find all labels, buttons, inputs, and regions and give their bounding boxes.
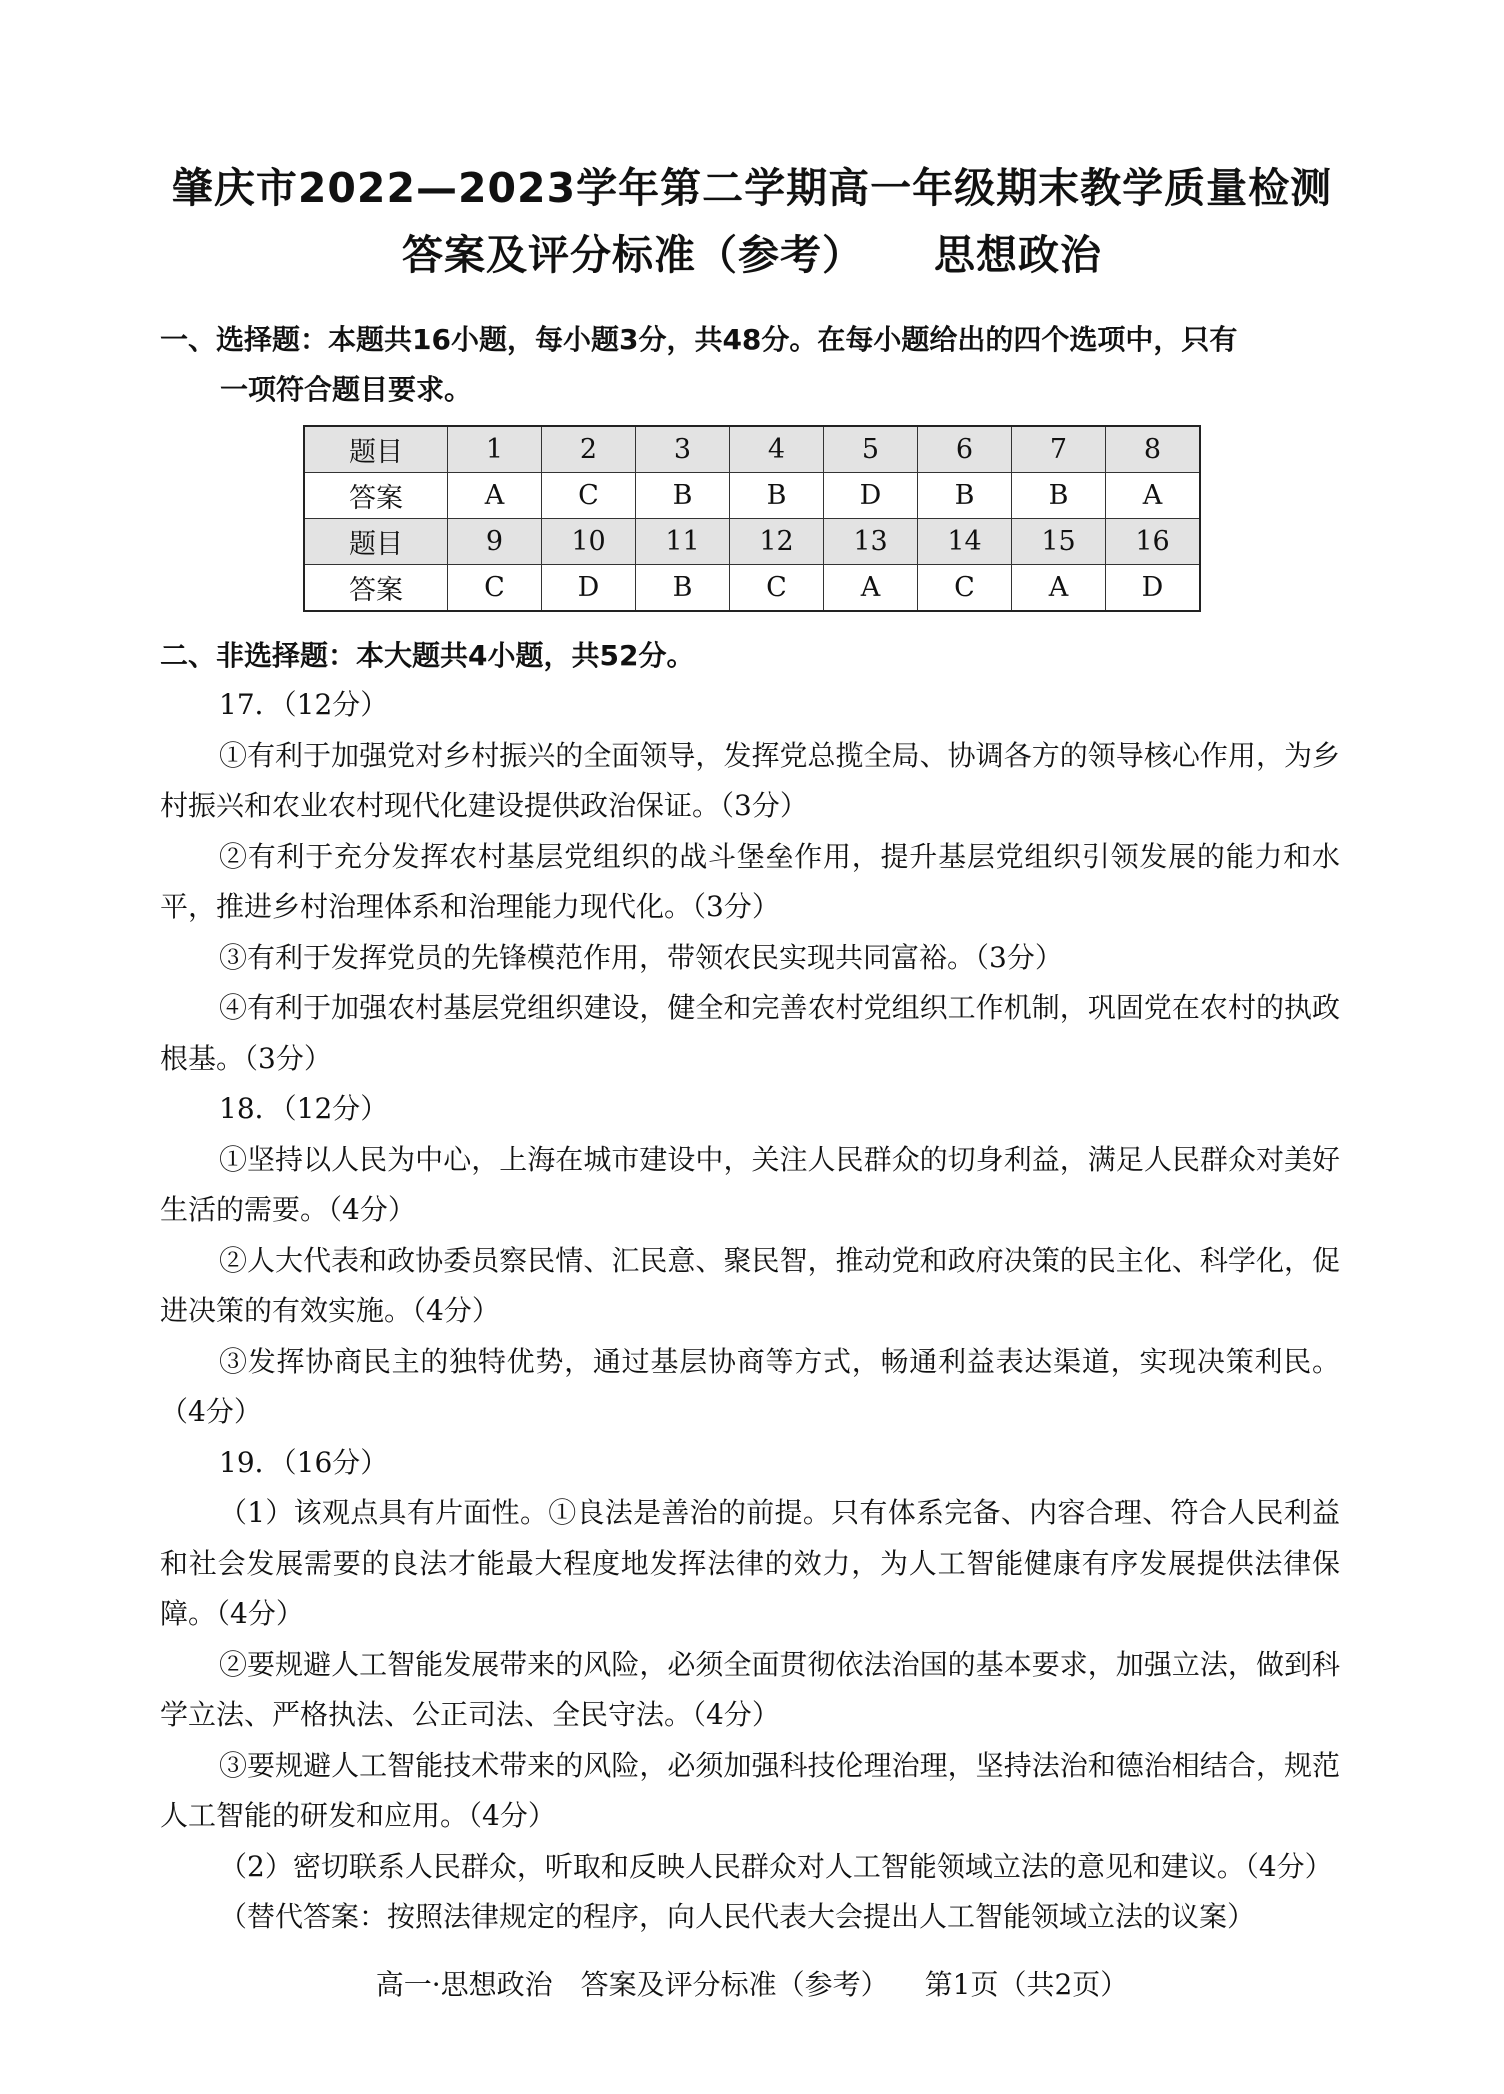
table-cell: 10 (542, 519, 636, 565)
answer-paragraph: ②要规避人工智能发展带来的风险，必须全面贯彻依法治国的基本要求，加强立法，做到科学立法、严格执法、公正司法、全民守法。（4分） (160, 1647, 1340, 1731)
table-cell: D (542, 565, 636, 612)
document-subtitle (0, 222, 1504, 281)
document-title: 肇庆市2022—2023学年第二学期高一年级期末教学质量检测 (171, 164, 1333, 212)
answer-paragraph: ①有利于加强党对乡村振兴的全面领导，发挥党总揽全局、协调各方的领导核心作用，为乡村振兴和农业农村现代化建设提供政治保证。（3分） (160, 738, 1340, 822)
table-cell: D (1106, 565, 1201, 612)
table-cell: 16 (1106, 519, 1201, 565)
answer-table-row (304, 565, 1200, 612)
table-cell: 3 (636, 426, 730, 473)
table-cell: 6 (918, 426, 1012, 473)
answer-paragraph: 17．（12分） (219, 688, 389, 721)
answer-table-row (304, 519, 1200, 565)
table-cell: 2 (542, 426, 636, 473)
row-label: 答案 (304, 565, 448, 612)
table-cell: B (636, 565, 730, 612)
table-cell: 12 (730, 519, 824, 565)
table-cell: A (1012, 565, 1106, 612)
answer-table-row (304, 426, 1200, 473)
answer-body (160, 680, 1340, 1943)
table-cell: C (918, 565, 1012, 612)
answer-paragraph: （替代答案：按照法律规定的程序，向人民代表大会提出人工智能领域立法的议案） (219, 1900, 1256, 1933)
answer-table (303, 425, 1201, 612)
table-cell: C (730, 565, 824, 612)
table-cell: A (824, 565, 918, 612)
table-cell: 13 (824, 519, 918, 565)
answer-table-row (304, 473, 1200, 519)
page-footer (0, 1963, 1504, 2003)
table-cell: 4 (730, 426, 824, 473)
table-cell: B (918, 473, 1012, 519)
answer-paragraph: ③要规避人工智能技术带来的风险，必须加强科技伦理治理，坚持法治和德治相结合，规范人工智能的研发和应用。（4分） (160, 1748, 1340, 1832)
answer-paragraph: ③有利于发挥党员的先锋模范作用，带领农民实现共同富裕。（3分） (219, 940, 1063, 974)
table-cell: 8 (1106, 426, 1201, 473)
table-cell: A (448, 473, 542, 519)
table-cell: C (542, 473, 636, 519)
answer-paragraph: ④有利于加强农村基层党组织建设，健全和完善农村党组织工作机制，巩固党在农村的执政根基。（3分） (160, 991, 1340, 1075)
answer-paragraph: 18．（12分） (219, 1092, 389, 1125)
table-cell: 9 (448, 519, 542, 565)
answer-paragraph: （1）该观点具有片面性。①良法是善治的前提。只有体系完备、内容合理、符合人民利益和社会发展需要的良法才能最大程度地发挥法律的效力，为人工智能健康有序发展提供法律保障。（4分） (160, 1496, 1340, 1630)
answer-paragraph: 19．（16分） (219, 1445, 389, 1479)
table-cell: 15 (1012, 519, 1106, 565)
table-cell: D (824, 473, 918, 519)
answer-paragraph: （2）密切联系人民群众，听取和反映人民群众对人工智能领域立法的意见和建议。（4分） (219, 1849, 1333, 1883)
table-cell: B (1012, 473, 1106, 519)
footer-title: 高一·思想政治 答案及评分标准（参考） (375, 1968, 889, 2001)
answer-paragraph: ③发挥协商民主的独特优势，通过基层协商等方式，畅通利益表达渠道，实现决策利民。（4分） (160, 1344, 1340, 1428)
table-cell: 1 (448, 426, 542, 473)
answer-paragraph: ①坚持以人民为中心，上海在城市建设中，关注人民群众的切身利益，满足人民群众对美好生活的需要。（4分） (160, 1142, 1340, 1226)
table-cell: B (730, 473, 824, 519)
table-cell: A (1106, 473, 1201, 519)
subtitle-text: 答案及评分标准（参考） (402, 231, 864, 279)
section-1-heading (160, 315, 1350, 415)
answer-paragraph: ②有利于充分发挥农村基层党组织的战斗堡垒作用，提升基层党组织引领发展的能力和水平，推进乡村治理体系和治理能力现代化。（3分） (160, 839, 1340, 923)
section-1-heading-line1: 一、选择题：本题共16小题，每小题3分，共48分。在每小题给出的四个选项中，只有 (160, 323, 1238, 356)
table-cell: 7 (1012, 426, 1106, 473)
table-cell: B (636, 473, 730, 519)
subject-name: 思想政治 (934, 231, 1102, 279)
section-1-heading-line2: 一项符合题目要求。 (220, 373, 473, 406)
table-cell: 11 (636, 519, 730, 565)
page-number: 第1页（共2页） (924, 1968, 1129, 2001)
table-cell: 14 (918, 519, 1012, 565)
section-2-heading: 二、非选择题：本大题共4小题，共52分。 (160, 639, 695, 672)
table-cell: C (448, 565, 542, 612)
row-label: 题目 (304, 426, 448, 473)
row-label: 题目 (304, 519, 448, 565)
answer-paragraph: ②人大代表和政协委员察民情、汇民意、聚民智，推动党和政府决策的民主化、科学化，促进决策的有效实施。（4分） (160, 1243, 1340, 1327)
table-cell: 5 (824, 426, 918, 473)
row-label: 答案 (304, 473, 448, 519)
